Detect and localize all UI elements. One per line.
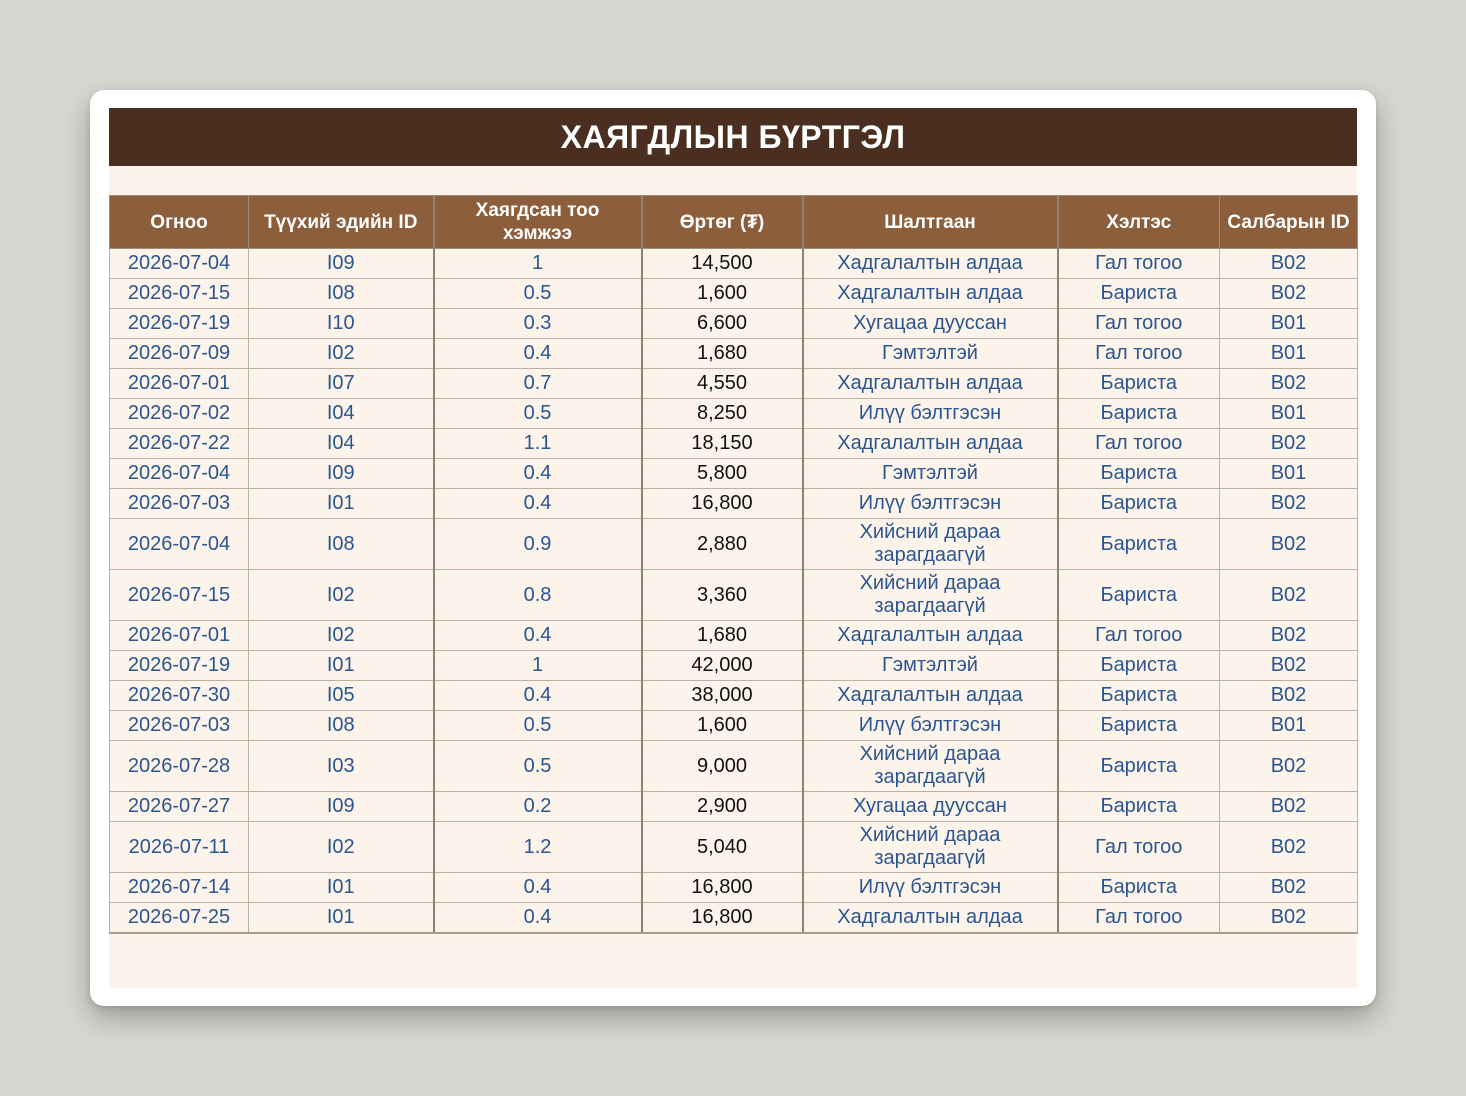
cell-reason: Гэмтэлтэй (803, 459, 1058, 489)
cell-quantity: 0.5 (434, 711, 642, 741)
cell-branch-id: B01 (1220, 459, 1358, 489)
cell-quantity: 1.2 (434, 822, 642, 873)
column-header-department: Хэлтэс (1058, 196, 1220, 249)
table-row (110, 399, 1358, 429)
column-header-ingredient-id: Түүхий эдийн ID (249, 196, 434, 249)
cell-ingredient-id: I02 (249, 570, 434, 621)
cell-date: 2026-07-09 (110, 339, 249, 369)
cell-branch-id: B02 (1220, 489, 1358, 519)
table-row (110, 369, 1358, 399)
cell-quantity: 0.9 (434, 519, 642, 570)
column-header-branch-id: Салбарын ID (1220, 196, 1358, 249)
cell-cost: 6,600 (642, 309, 803, 339)
cell-reason: Хадгалалтын алдаа (803, 249, 1058, 279)
cell-branch-id: B02 (1220, 621, 1358, 651)
cell-reason: Хийсний дараа зарагдаагүй (803, 741, 1058, 792)
cell-ingredient-id: I08 (249, 279, 434, 309)
table-row (110, 570, 1358, 621)
cell-department: Бариста (1058, 369, 1220, 399)
cell-cost: 2,900 (642, 792, 803, 822)
cell-department: Гал тогоо (1058, 309, 1220, 339)
cell-reason: Хийсний дараа зарагдаагүй (803, 519, 1058, 570)
cell-quantity: 0.4 (434, 903, 642, 934)
cell-date: 2026-07-27 (110, 792, 249, 822)
cell-branch-id: B02 (1220, 651, 1358, 681)
cell-date: 2026-07-28 (110, 741, 249, 792)
cell-ingredient-id: I01 (249, 651, 434, 681)
cell-date: 2026-07-15 (110, 570, 249, 621)
cell-quantity: 0.4 (434, 681, 642, 711)
cell-date: 2026-07-02 (110, 399, 249, 429)
table-row (110, 429, 1358, 459)
cell-department: Бариста (1058, 399, 1220, 429)
cell-reason: Хадгалалтын алдаа (803, 279, 1058, 309)
cell-date: 2026-07-19 (110, 651, 249, 681)
cell-date: 2026-07-04 (110, 249, 249, 279)
table-row (110, 621, 1358, 651)
cell-cost: 16,800 (642, 903, 803, 934)
cell-date: 2026-07-01 (110, 369, 249, 399)
cell-reason: Илүү бэлтгэсэн (803, 711, 1058, 741)
cell-quantity: 1 (434, 651, 642, 681)
cell-cost: 4,550 (642, 369, 803, 399)
cell-cost: 1,600 (642, 711, 803, 741)
cell-department: Бариста (1058, 711, 1220, 741)
table-row (110, 651, 1358, 681)
cell-reason: Хадгалалтын алдаа (803, 429, 1058, 459)
table-row (110, 279, 1358, 309)
cell-cost: 14,500 (642, 249, 803, 279)
column-header-cost: Өртөг (₮) (642, 196, 803, 249)
cell-branch-id: B02 (1220, 741, 1358, 792)
cell-date: 2026-07-30 (110, 681, 249, 711)
cell-department: Бариста (1058, 570, 1220, 621)
table-row (110, 339, 1358, 369)
cell-department: Бариста (1058, 519, 1220, 570)
cell-date: 2026-07-19 (110, 309, 249, 339)
cell-ingredient-id: I09 (249, 249, 434, 279)
cell-cost: 9,000 (642, 741, 803, 792)
cell-branch-id: B01 (1220, 711, 1358, 741)
cell-branch-id: B02 (1220, 792, 1358, 822)
header-row (110, 196, 1358, 249)
column-header-reason: Шалтгаан (803, 196, 1058, 249)
cell-quantity: 0.5 (434, 279, 642, 309)
cell-ingredient-id: I02 (249, 621, 434, 651)
cell-quantity: 1.1 (434, 429, 642, 459)
cell-cost: 16,800 (642, 873, 803, 903)
table-row (110, 681, 1358, 711)
cell-quantity: 0.4 (434, 621, 642, 651)
cell-ingredient-id: I01 (249, 873, 434, 903)
table-row (110, 459, 1358, 489)
cell-ingredient-id: I01 (249, 489, 434, 519)
cell-reason: Хадгалалтын алдаа (803, 903, 1058, 934)
cell-date: 2026-07-15 (110, 279, 249, 309)
cell-branch-id: B02 (1220, 570, 1358, 621)
table-row (110, 741, 1358, 792)
cell-quantity: 0.4 (434, 459, 642, 489)
cell-ingredient-id: I02 (249, 822, 434, 873)
cell-cost: 1,680 (642, 621, 803, 651)
cell-date: 2026-07-22 (110, 429, 249, 459)
cell-branch-id: B02 (1220, 279, 1358, 309)
cell-cost: 18,150 (642, 429, 803, 459)
cell-cost: 3,360 (642, 570, 803, 621)
cell-branch-id: B02 (1220, 369, 1358, 399)
cell-quantity: 0.4 (434, 489, 642, 519)
cell-branch-id: B02 (1220, 249, 1358, 279)
cell-quantity: 0.4 (434, 339, 642, 369)
table-row (110, 792, 1358, 822)
report-card (90, 90, 1376, 1006)
table-row (110, 711, 1358, 741)
cell-ingredient-id: I01 (249, 903, 434, 934)
cell-reason: Илүү бэлтгэсэн (803, 489, 1058, 519)
cell-ingredient-id: I04 (249, 399, 434, 429)
cell-cost: 1,680 (642, 339, 803, 369)
cell-reason: Гэмтэлтэй (803, 339, 1058, 369)
cell-quantity: 0.5 (434, 741, 642, 792)
cell-branch-id: B02 (1220, 429, 1358, 459)
cell-department: Бариста (1058, 459, 1220, 489)
cell-branch-id: B01 (1220, 309, 1358, 339)
cell-cost: 42,000 (642, 651, 803, 681)
cell-reason: Хийсний дараа зарагдаагүй (803, 822, 1058, 873)
cell-ingredient-id: I09 (249, 459, 434, 489)
cell-cost: 2,880 (642, 519, 803, 570)
table-row (110, 489, 1358, 519)
cell-cost: 16,800 (642, 489, 803, 519)
cell-department: Бариста (1058, 279, 1220, 309)
cell-reason: Хугацаа дууссан (803, 792, 1058, 822)
cell-department: Бариста (1058, 792, 1220, 822)
column-header-quantity: Хаягдсан тоо хэмжээ (434, 196, 642, 249)
cell-quantity: 0.7 (434, 369, 642, 399)
cell-branch-id: B01 (1220, 399, 1358, 429)
cell-reason: Илүү бэлтгэсэн (803, 399, 1058, 429)
cell-date: 2026-07-11 (110, 822, 249, 873)
cell-quantity: 0.4 (434, 873, 642, 903)
cell-date: 2026-07-04 (110, 519, 249, 570)
cell-cost: 8,250 (642, 399, 803, 429)
cell-ingredient-id: I10 (249, 309, 434, 339)
cell-department: Бариста (1058, 489, 1220, 519)
table-row (110, 822, 1358, 873)
waste-log-table (109, 195, 1358, 934)
cell-quantity: 1 (434, 249, 642, 279)
table-body (110, 249, 1358, 934)
cell-department: Гал тогоо (1058, 339, 1220, 369)
table-row (110, 309, 1358, 339)
cell-cost: 38,000 (642, 681, 803, 711)
cell-department: Бариста (1058, 741, 1220, 792)
cell-ingredient-id: I03 (249, 741, 434, 792)
cell-branch-id: B01 (1220, 339, 1358, 369)
cell-reason: Хийсний дараа зарагдаагүй (803, 570, 1058, 621)
cell-ingredient-id: I04 (249, 429, 434, 459)
table-row (110, 873, 1358, 903)
cell-branch-id: B02 (1220, 903, 1358, 934)
page-title: ХАЯГДЛЫН БҮРТГЭЛ (109, 108, 1357, 166)
cell-reason: Илүү бэлтгэсэн (803, 873, 1058, 903)
cell-quantity: 0.8 (434, 570, 642, 621)
table-row (110, 249, 1358, 279)
cell-department: Гал тогоо (1058, 621, 1220, 651)
cell-quantity: 0.3 (434, 309, 642, 339)
cell-date: 2026-07-04 (110, 459, 249, 489)
cell-quantity: 0.5 (434, 399, 642, 429)
cell-reason: Хугацаа дууссан (803, 309, 1058, 339)
cell-department: Бариста (1058, 681, 1220, 711)
cell-cost: 5,800 (642, 459, 803, 489)
cell-department: Гал тогоо (1058, 822, 1220, 873)
table-row (110, 519, 1358, 570)
cell-reason: Гэмтэлтэй (803, 651, 1058, 681)
cell-date: 2026-07-03 (110, 711, 249, 741)
cell-ingredient-id: I05 (249, 681, 434, 711)
table-row (110, 903, 1358, 934)
cell-branch-id: B02 (1220, 519, 1358, 570)
cell-date: 2026-07-14 (110, 873, 249, 903)
column-header-date: Огноо (110, 196, 249, 249)
cell-reason: Хадгалалтын алдаа (803, 681, 1058, 711)
cell-department: Гал тогоо (1058, 903, 1220, 934)
cell-ingredient-id: I08 (249, 519, 434, 570)
cell-ingredient-id: I09 (249, 792, 434, 822)
cell-ingredient-id: I08 (249, 711, 434, 741)
cell-department: Бариста (1058, 651, 1220, 681)
cell-date: 2026-07-01 (110, 621, 249, 651)
cell-ingredient-id: I07 (249, 369, 434, 399)
cell-branch-id: B02 (1220, 681, 1358, 711)
cell-cost: 1,600 (642, 279, 803, 309)
cell-cost: 5,040 (642, 822, 803, 873)
cell-department: Гал тогоо (1058, 249, 1220, 279)
cell-branch-id: B02 (1220, 873, 1358, 903)
cell-reason: Хадгалалтын алдаа (803, 369, 1058, 399)
cell-quantity: 0.2 (434, 792, 642, 822)
cell-ingredient-id: I02 (249, 339, 434, 369)
cell-department: Бариста (1058, 873, 1220, 903)
sheet (109, 108, 1357, 988)
cell-date: 2026-07-03 (110, 489, 249, 519)
cell-date: 2026-07-25 (110, 903, 249, 934)
cell-branch-id: B02 (1220, 822, 1358, 873)
cell-department: Гал тогоо (1058, 429, 1220, 459)
cell-reason: Хадгалалтын алдаа (803, 621, 1058, 651)
